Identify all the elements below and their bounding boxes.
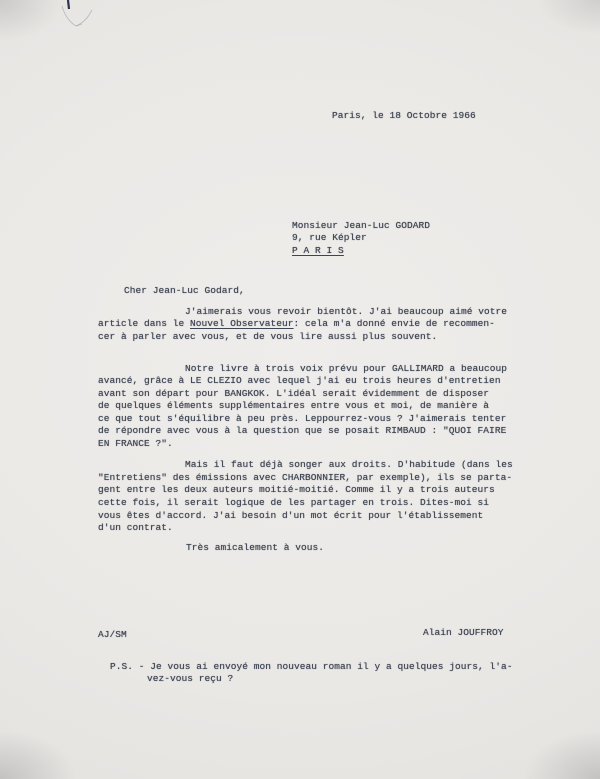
underlined-journal-name: Nouvel Observateur <box>190 318 294 330</box>
signature-name: Alain JOUFFROY <box>423 627 504 638</box>
letter-text: : cela m'a donné envie de recommen- <box>293 318 495 330</box>
letter-line: cette fois, il serait logique de les partager en trois. Dites-moi si <box>98 496 490 508</box>
postscript <box>110 661 513 686</box>
typist-initials: AJ/SM <box>98 629 127 640</box>
letter-text: article dans le <box>98 318 191 330</box>
letter-line: vez-vous reçu ? <box>147 673 234 685</box>
recipient-street: 9, rue Képler <box>292 232 367 244</box>
letter-line: P.S. - Je vous ai envoyé mon nouveau roman il y a quelques jours, l'a- <box>110 661 513 672</box>
letter-line: Mais il faut déjà songer aux droits. D'habitude (dans les <box>185 459 513 470</box>
recipient-city: P A R I S <box>292 244 344 256</box>
letter-line <box>98 318 523 330</box>
letter-line: gent entre les deux auteurs moitié-moitié. Comme il y a trois auteurs <box>98 484 495 496</box>
letter-line: avancé, grâce à LE CLEZIO avec lequel j'ai eu trois heures d'entretien <box>98 375 501 387</box>
salutation: Cher Jean-Luc Godard, <box>124 285 245 296</box>
staple-mark-icon <box>52 0 122 36</box>
letter-line: vous êtes d'accord. J'ai besoin d'un mot écrit pour l'établissement <box>98 509 484 521</box>
letter-line: d'un contrat. <box>98 522 173 534</box>
letter-line: "Entretiens" des émissions avec CHARBONNIER, par exemple), ils se parta- <box>98 471 513 483</box>
letter-line: EN FRANCE ?". <box>98 437 173 449</box>
paragraph-3 <box>98 459 523 535</box>
paragraph-2 <box>98 363 523 450</box>
letter-line: Notre livre à trois voix prévu pour GALLIMARD a beaucoup <box>185 363 508 374</box>
letter-line: de répondre avec vous à la question que se posait RIMBAUD : "QUOI FAIRE <box>98 425 507 437</box>
closing-formula: Très amicalement à vous. <box>186 542 325 553</box>
recipient-address <box>292 220 430 257</box>
letter-line: cer à parler avec vous, et de vous lire aussi plus souvent. <box>98 330 438 342</box>
letter-date: Paris, le 18 Octobre 1966 <box>332 110 476 121</box>
paragraph-1 <box>98 306 523 343</box>
letter-line: avant son départ pour BANGKOK. L'idéal serait évidemment de disposer <box>98 387 490 399</box>
letter-line: J'aimerais vous revoir bientôt. J'ai beaucoup aimé votre <box>185 306 508 317</box>
recipient-name: Monsieur Jean-Luc GODARD <box>292 220 431 231</box>
letter-line: ce que tout s'équilibre à peu près. Leppourrez-vous ? J'aimerais tenter <box>98 412 507 424</box>
letter-line: de quelques éléments supplémentaires entre vous et moi, de manière à <box>98 400 490 412</box>
